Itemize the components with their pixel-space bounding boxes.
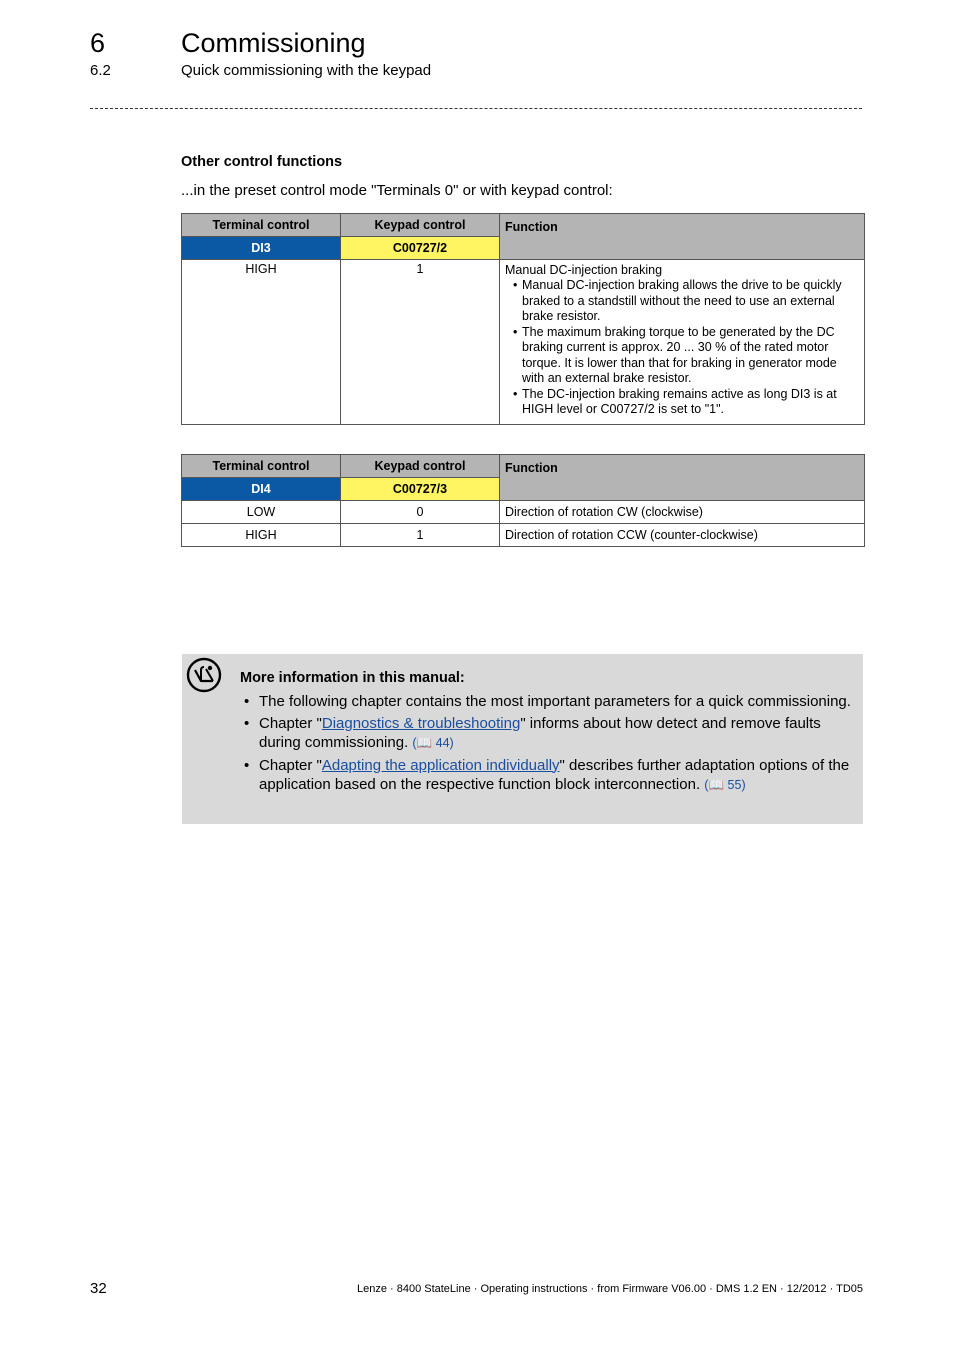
- function-cell: [500, 260, 865, 425]
- column-header-terminal: Terminal control: [182, 214, 341, 237]
- book-icon: 📖: [708, 778, 725, 792]
- signal-keypad-code: C00727/2: [341, 237, 500, 260]
- function-value: Direction of rotation CW (clockwise): [500, 501, 865, 524]
- info-text: " describes further adaptation options of the application based on the respective function block interconnection.: [259, 756, 850, 793]
- info-list: [244, 692, 854, 798]
- table-row: [182, 260, 865, 425]
- list-item: [244, 692, 854, 712]
- control-table-di4: [181, 454, 865, 547]
- header-divider: [90, 108, 862, 109]
- link-diagnostics[interactable]: Diagnostics & troubleshooting: [321, 714, 521, 732]
- link-adapting-application[interactable]: Adapting the application individually: [321, 756, 560, 774]
- control-table-di3: [181, 213, 865, 425]
- info-box-title: More information in this manual:: [240, 670, 465, 686]
- terminal-value: LOW: [182, 501, 341, 524]
- page-reference-55[interactable]: (📖 55): [704, 778, 746, 792]
- info-text: Chapter ": [259, 714, 322, 732]
- signal-terminal-di3: DI3: [182, 237, 341, 260]
- keypad-value: 1: [341, 524, 500, 547]
- info-text: Chapter ": [259, 756, 322, 774]
- function-value: Direction of rotation CCW (counter-clockwise): [500, 524, 865, 547]
- signal-terminal-di4: DI4: [182, 478, 341, 501]
- column-header-function: Function: [500, 455, 865, 501]
- keypad-value: 0: [341, 501, 500, 524]
- info-text: " informs about how detect and remove faults during commissioning.: [259, 714, 821, 751]
- table-row: [182, 524, 865, 547]
- manual-reference-icon: [186, 657, 222, 693]
- footer-document-info: Lenze · 8400 StateLine · Operating instructions · from Firmware V06.00 · DMS 1.2 EN · 12/2012 · TD05: [356, 1283, 863, 1295]
- page-number: 32: [90, 1280, 107, 1297]
- subheading: Other control functions: [181, 154, 343, 170]
- signal-keypad-code: C00727/3: [341, 478, 500, 501]
- list-item: • Manual DC-injection braking allows the drive to be quickly braked to a standstill without the need to use an external brake resistor.: [505, 278, 859, 325]
- function-bullets: [505, 278, 859, 418]
- chapter-number: 6: [90, 28, 106, 58]
- list-item: [244, 756, 854, 796]
- list-item: • The maximum braking torque to be generated by the DC braking current is approx. 20 ... 30 % of the rated motor torque. It is lower than that for braking in generator mode with an external brake resistor.: [505, 325, 859, 387]
- page-ref-number: 55: [727, 778, 742, 792]
- terminal-value: HIGH: [182, 524, 341, 547]
- list-item: [244, 714, 854, 754]
- terminal-value: HIGH: [182, 260, 341, 425]
- book-icon: 📖: [416, 736, 433, 750]
- list-item: • The DC-injection braking remains active as long DI3 is at HIGH level or C00727/2 is set to "1".: [505, 387, 859, 418]
- column-header-keypad: Keypad control: [341, 455, 500, 478]
- intro-text: ...in the preset control mode "Terminals 0" or with keypad control:: [181, 182, 613, 199]
- section-number: 6.2: [90, 62, 111, 79]
- keypad-value: 1: [341, 260, 500, 425]
- table-row: [182, 501, 865, 524]
- column-header-terminal: Terminal control: [182, 455, 341, 478]
- function-title: Manual DC-injection braking: [505, 263, 663, 277]
- info-text: The following chapter contains the most important parameters for a quick commissioning.: [259, 693, 851, 710]
- page-ref-number: 44: [435, 736, 450, 750]
- chapter-title: Commissioning: [181, 28, 366, 58]
- column-header-function: Function: [500, 214, 865, 260]
- page-reference-44[interactable]: (📖 44): [412, 736, 454, 750]
- section-title: Quick commissioning with the keypad: [181, 62, 432, 79]
- column-header-keypad: Keypad control: [341, 214, 500, 237]
